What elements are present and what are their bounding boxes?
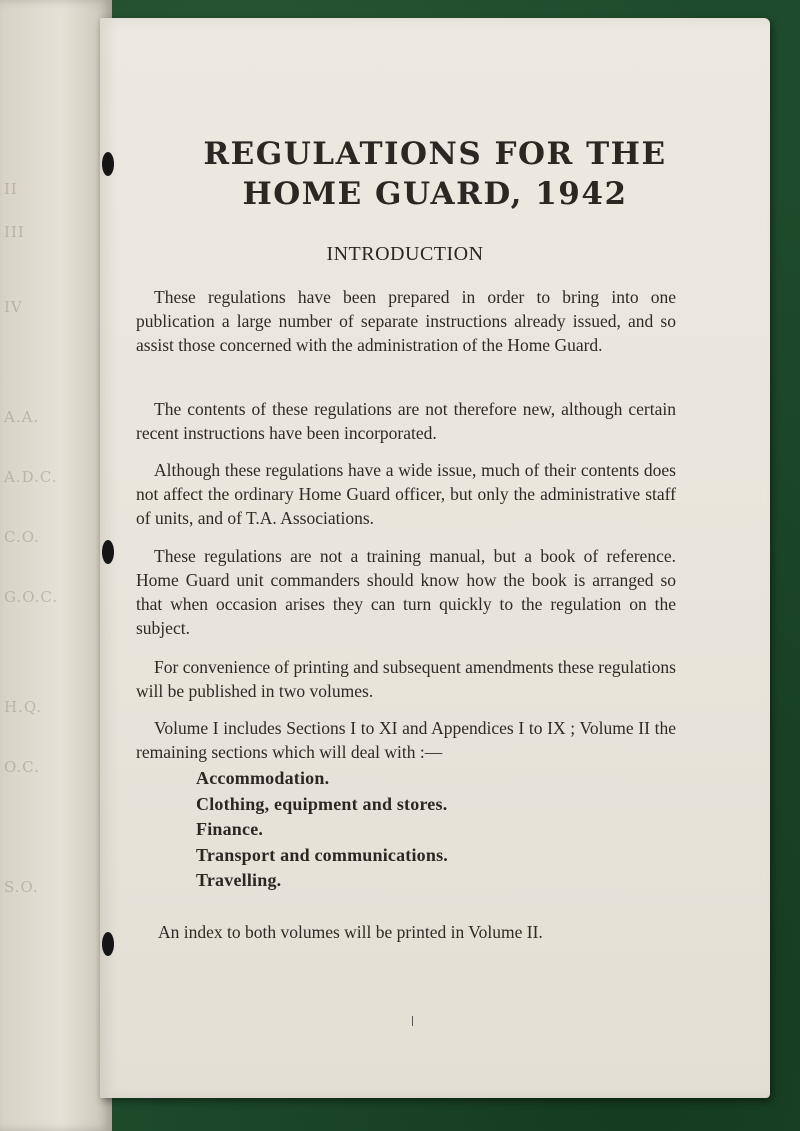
document-title-line-2: HOME GUARD, 1942 <box>242 176 628 212</box>
previous-page-edge: II III IV A.A. A.D.C. C.O. G.O.C. H.Q. O.C. S.O. <box>0 0 112 1131</box>
list-item: Accommodation. <box>196 768 330 788</box>
paragraph-4: These regulations are not a training manual, but a book of reference. Home Guard unit commanders should know how the book is arranged so that when occasion arises they can turn quickly to the regulation on the subject. <box>136 545 676 638</box>
paragraph-5: For convenience of printing and subsequent amendments these regulations will be published in two volumes. <box>136 656 676 701</box>
section-heading: INTRODUCTION <box>326 243 484 265</box>
paragraph-1: These regulations have been prepared in order to bring into one publication a large number of separate instructions already issued, and so assist those concerned with the administration of the Home Guard. <box>136 286 676 355</box>
list-item: Finance. <box>196 819 264 839</box>
closing-line: An index to both volumes will be printed in Volume II. <box>158 921 543 942</box>
bleed-through-marks: II <box>4 180 18 198</box>
punch-hole-middle <box>102 540 114 564</box>
list-item: Travelling. <box>196 870 282 890</box>
punch-hole-bottom <box>102 932 114 956</box>
volume-two-section-list <box>196 766 448 894</box>
list-item: Transport and communications. <box>196 844 448 865</box>
paragraph-6: Volume I includes Sections I to XI and Appendices I to IX ; Volume II the remaining sections which will deal with :— <box>136 717 676 762</box>
list-item: Clothing, equipment and stores. <box>196 793 448 814</box>
paragraph-2: The contents of these regulations are not therefore new, although certain recent instructions have been incorporated. <box>136 398 676 443</box>
paragraph-3: Although these regulations have a wide issue, much of their contents does not affect the ordinary Home Guard officer, but only the administrative staff of units, and of T.A. Associations. <box>136 459 676 528</box>
document-title-line-1: REGULATIONS FOR THE <box>203 136 667 172</box>
print-mark <box>412 1016 413 1026</box>
